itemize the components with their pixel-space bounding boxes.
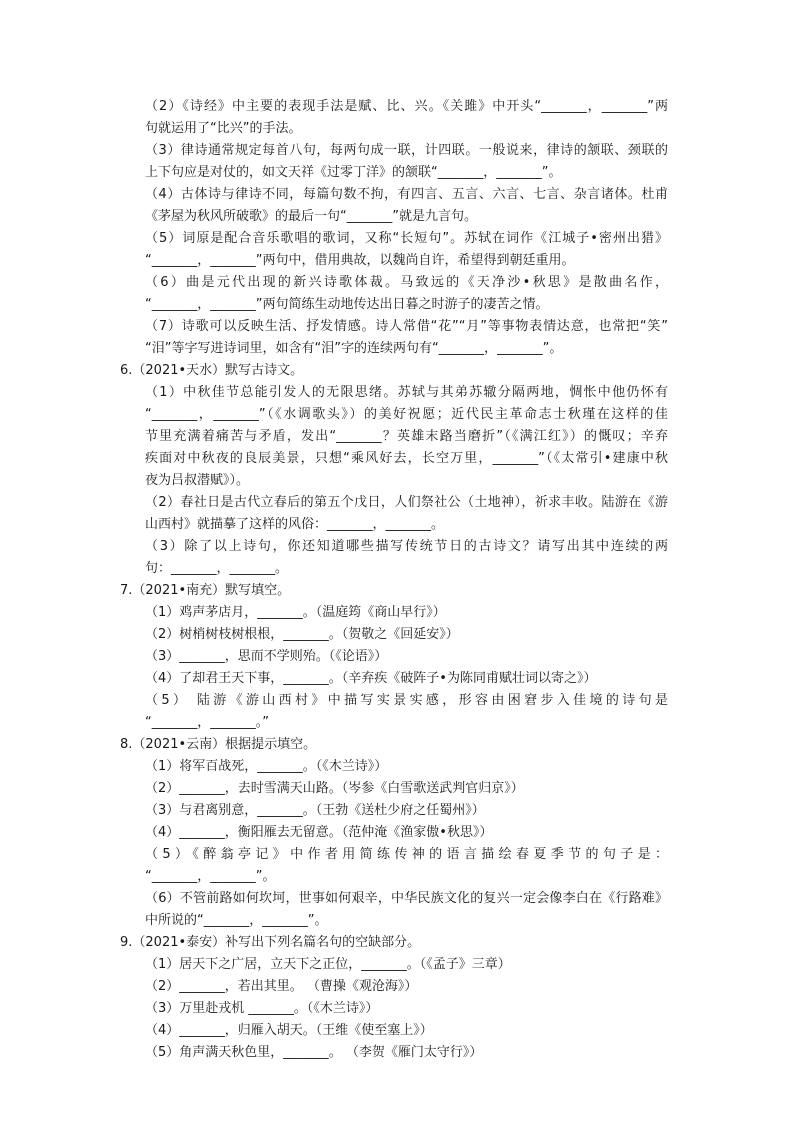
text-line: （6）曲是元代出现的新兴诗歌体裁。马致远的《天净沙•秋思》是散曲名作， — [145, 275, 668, 290]
text-line: （2）_______，若出其里。 （曹操《观沧海》） — [145, 979, 418, 994]
text-line: （3）律诗通常规定每首八句，每两句成一联，计四联。一般说来，律诗的颔联、颈联的 — [145, 143, 668, 158]
text-line: “泪”等字写进诗词里，如含有“泪”字的连续两句有“_______，_______”。 — [145, 341, 563, 356]
text-line: 中所说的“_______，_______”。 — [145, 913, 328, 928]
text-line: （2）树梢树枝树根根，_______。（贺敬之《回延安》） — [145, 627, 459, 642]
text-line: （3）除了以上诗句，你还知道哪些描写传统节日的古诗文？请写出其中连续的两 — [145, 539, 668, 554]
text-line: 句：_______，_______。 — [145, 561, 289, 576]
question-heading: 9.（2021•泰安）补写出下列名篇名句的空缺部分。 — [120, 935, 421, 950]
text-line: 节里充满着痛苦与矛盾，发出“_______？英雄末路当磨折”（《满江红》）的慨叹；辛弃 — [145, 429, 668, 444]
text-line: （2）_______，去时雪满天山路。（岑参《白雪歌送武判官归京》） — [145, 781, 524, 796]
text-line: （1）中秋佳节总能引发人的无限思绪。苏轼与其弟苏辙分隔两地，惆怅中他仍怀有 — [145, 385, 668, 400]
text-line: （1）居天下之广居，立天下之正位，_______。（《孟子》三章） — [145, 957, 511, 972]
text-line: 《茅屋为秋风所破歌》的最后一句“_______”就是九言句。 — [145, 209, 477, 224]
text-line: “_______，_______”。 — [145, 869, 276, 884]
text-line: （1）将军百战死，_______。（《木兰诗》） — [145, 759, 388, 774]
text-line: “_______，_______”两句简练生动地传达出日暮之时游子的凄苦之情。 — [145, 297, 549, 312]
text-line: “_______，_______。” — [145, 715, 269, 730]
text-line: （4）古体诗与律诗不同，每篇句数不拘，有四言、五言、六言、七言、杂言诸体。杜甫 — [145, 187, 668, 202]
text-line: “_______，_______”（《水调歌头》）的美好祝愿；近代民主革命志士秋瑾在这样的佳 — [145, 407, 668, 422]
text-line: 句就运用了“比兴”的手法。 — [145, 121, 302, 136]
text-line: （4）_______，归雁入胡天。（王维《使至塞上》） — [145, 1023, 433, 1038]
text-line: 上下句应是对仗的，如文天祥《过零丁洋》的颔联“_______，_______”。 — [145, 165, 562, 180]
text-line: 疾面对中秋夜的良辰美景，只想“乘风好去，长空万里，_______”（《太常引•建康中秋 — [145, 451, 668, 466]
text-line: （5）《醉翁亭记》中作者用简练传神的语言描绘春夏季节的句子是： — [145, 847, 668, 862]
text-line: （5） 陆游《游山西村》中描写实景实感，形容由困窘步入佳境的诗句是 — [145, 693, 668, 708]
text-line: （4）了却君王天下事，_______。（辛弃疾《破阵子•为陈同甫赋壮词以寄之》） — [145, 671, 597, 686]
text-line: （4）_______，衡阳雁去无留意。（范仲淹《渔家傲•秋思》） — [145, 825, 493, 840]
text-line: （2）春社日是古代立春后的第五个戊日，人们祭社公（土地神），祈求丰收。陆游在《游 — [145, 495, 668, 510]
text-line: （3）_______，思而不学则殆。（《论语》） — [145, 649, 388, 664]
text-line: （7）诗歌可以反映生活、抒发情感。诗人常借“花”“月”等事物表情达意，也常把“笑” — [145, 319, 668, 334]
text-line: （3）与君离别意，_______。（王勃《送杜少府之任蜀州》） — [145, 803, 485, 818]
text-line: （1）鸡声茅店月，_______。（温庭筠《商山早行》） — [145, 605, 446, 620]
text-line: （5）词原是配合音乐歌唱的歌词，又称“长短句”。苏轼在词作《江城子•密州出猎》 — [145, 231, 668, 246]
question-heading: 7.（2021•南充）默写填空。 — [120, 583, 291, 598]
question-heading: 8.（2021•云南）根据提示填空。 — [120, 737, 317, 752]
text-line: 夜为吕叔潜赋》）。 — [145, 473, 250, 488]
question-heading: 6.（2021•天水）默写古诗文。 — [120, 363, 304, 378]
text-line: “_______，_______”两句中，借用典故，以魏尚自许，希望得到朝廷重用。 — [145, 253, 575, 268]
text-line: （5）角声满天秋色里，_______。 （李贺《雁门太守行》） — [145, 1045, 483, 1060]
text-line: （2）《诗经》中主要的表现手法是赋、比、兴。《关雎》中开头“_______，_______”两 — [145, 99, 668, 114]
text-line: （6）不管前路如何坎坷，世事如何艰辛，中华民族文化的复兴一定会像李白在《行路难》 — [145, 891, 668, 906]
text-line: 山西村》就描摹了这样的风俗：_______，_______。 — [145, 517, 445, 532]
text-line: （3）万里赴戎机 _______。（《木兰诗》） — [145, 1001, 379, 1016]
